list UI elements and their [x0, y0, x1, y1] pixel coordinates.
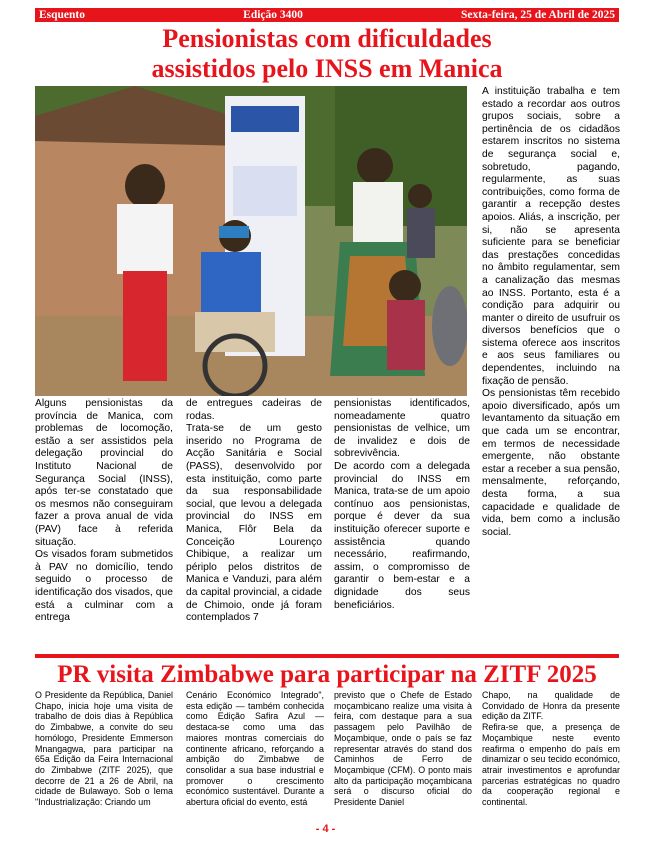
- section-name: Esquento: [39, 9, 86, 21]
- article2-paragraph: previsto que o Chefe de Estado moçambicano realize uma visita à feira, com destaque para a sua passagem pelo Pavilhão de Moçambique, onde o país se faz representar através do stand dos Caminhos de Ferro de Moçambique (CFM). O ponto mais alto da participação moçambicana será o discurso oficial do Presidente Daniel: [334, 690, 472, 808]
- article2-column-3: [334, 690, 472, 808]
- article2-headline: PR visita Zimbabwe para participar na ZITF 2025: [57, 661, 597, 688]
- article1-paragraph: de entregues cadeiras de rodas.: [186, 398, 322, 422]
- article1-headline-line1: Pensionistas com dificuldades: [162, 24, 492, 53]
- article1-paragraph: De acordo com a delegada provincial do INSS em Manica, trata-se de um apoio contínuo aos pensionistas, porque é dever da sua instituição oferecer suporte e assistência quando necessário, reafirmando, assim, o compromisso de garantir o bem-estar e a dignidade dos seus beneficiários.: [334, 460, 470, 611]
- article1-paragraph: A instituição trabalha e tem estado a recordar aos outros grupos sociais, sobre a pertinência de os cidadãos estarem inscritos no sistema de segurança social e, sobretudo, pagando, regularmente, as suas contribuições, como forma de garantir a recepção destes apoios. Aliás, a inscrição, per si, não se apresenta suficiente para se beneficiar das prestações concedidas no âmbito regulamentar, sem a canalização das mesmas ao INSS. Portanto, esta é a condição para adquirir ou manter o direito de usufruir os diversos benefícios que o sistema oferece aos inscritos e aos seus familiares ou dependentes, incluindo na fixação de pensão.: [482, 86, 620, 387]
- article2-column-1: [35, 690, 173, 808]
- article2-paragraph: Refira-se que, a presença de Moçambique neste evento reafirma o empenho do país em dinamizar o seu tecido económico, atrair investimentos e aprofundar parcerias estratégicas no quadro da cooperação regional e continental.: [482, 722, 620, 808]
- article2-paragraph: Cenário Económico Integrado", esta edição — também conhecida como Edição Safira Azul — destaca-se como uma das maiores montras comerciais do continente africano, reforçando a ambição do Zimbabwe de consolidar a sua base industrial e promover o crescimento económico sustentável. Durante a abertura oficial do evento, está: [186, 690, 324, 808]
- article1-column-4: [482, 86, 620, 539]
- article1-headline: [35, 24, 619, 84]
- section-divider: [35, 654, 619, 658]
- article1-column-3: [334, 398, 470, 612]
- article2-column-2: [186, 690, 324, 808]
- article1-paragraph: pensionistas identificados, nomeadamente quatro pensionistas de velhice, um de invalidez e dois de sobrevivência.: [334, 398, 470, 460]
- article1-paragraph: Os pensionistas têm recebido apoio diversificado, após um levantamento da situação em que cada um se encontrar, em termos de necessidade emergente, não obstante estar a receber a sua pensão, mensalmente, reforçando, desta forma, a sua capacidade e qualidade de vida, bem como a inclusão social.: [482, 388, 620, 538]
- article1-photo: [35, 86, 467, 396]
- page-number: - 4 -: [315, 823, 336, 835]
- edition-number: Edição 3400: [243, 9, 303, 21]
- article1-paragraph: Os visados foram submetidos à PAV no domicílio, tendo seguido o processo de identificação dos visados, que está a culminar com a entrega: [35, 549, 173, 624]
- photo-illustration: [35, 86, 467, 396]
- article1-column-2: [186, 398, 322, 625]
- article2-column-4: [482, 690, 620, 808]
- article1-column-1: [35, 398, 173, 625]
- article2-paragraph: Chapo, na qualidade de Convidado de Honra da presente edição da ZITF.: [482, 690, 620, 722]
- issue-date: Sexta-feira, 25 de Abril de 2025: [461, 9, 615, 21]
- article1-paragraph: Alguns pensionistas da província de Manica, com problemas de locomoção, estão a ser assistidos pela delegação provincial do Instituto Nacional de Segurança Social (INSS), após ter-se constatado que os mesmos não conseguiram fazer a prova anual de vida (PAV) face à referida situação.: [35, 398, 173, 548]
- article2-paragraph: O Presidente da República, Daniel Chapo, inicia hoje uma visita de trabalho de dois dias à República do Zimbabwe, a convite do seu homólogo, Presidente Emmerson Mnangagwa, para participar na 65a Edição da Feira Internacional do Zimbabwe (ZITF 2025), que decorre de 21 a 26 de Abril, na cidade de Bulawayo. Sob o lema "Industrialização: Criando um: [35, 690, 173, 808]
- header-bar: [35, 8, 619, 22]
- article1-headline-line2: assistidos pelo INSS em Manica: [151, 54, 503, 83]
- article1-paragraph: Trata-se de um gesto inserido no Programa de Acção Sanitária e Social (PASS), desenvolvido por esta instituição, como parte da sua responsabilidade social, que levou a delegada provincial do INSS em Manica, Flôr Bela da Conceição Lourenço Chibique, a realizar um périplo pelos distritos de Manica e Vanduzi, para além da capital provincial, a cidade de Chimoio, onde já foram contemplados 7: [186, 423, 322, 624]
